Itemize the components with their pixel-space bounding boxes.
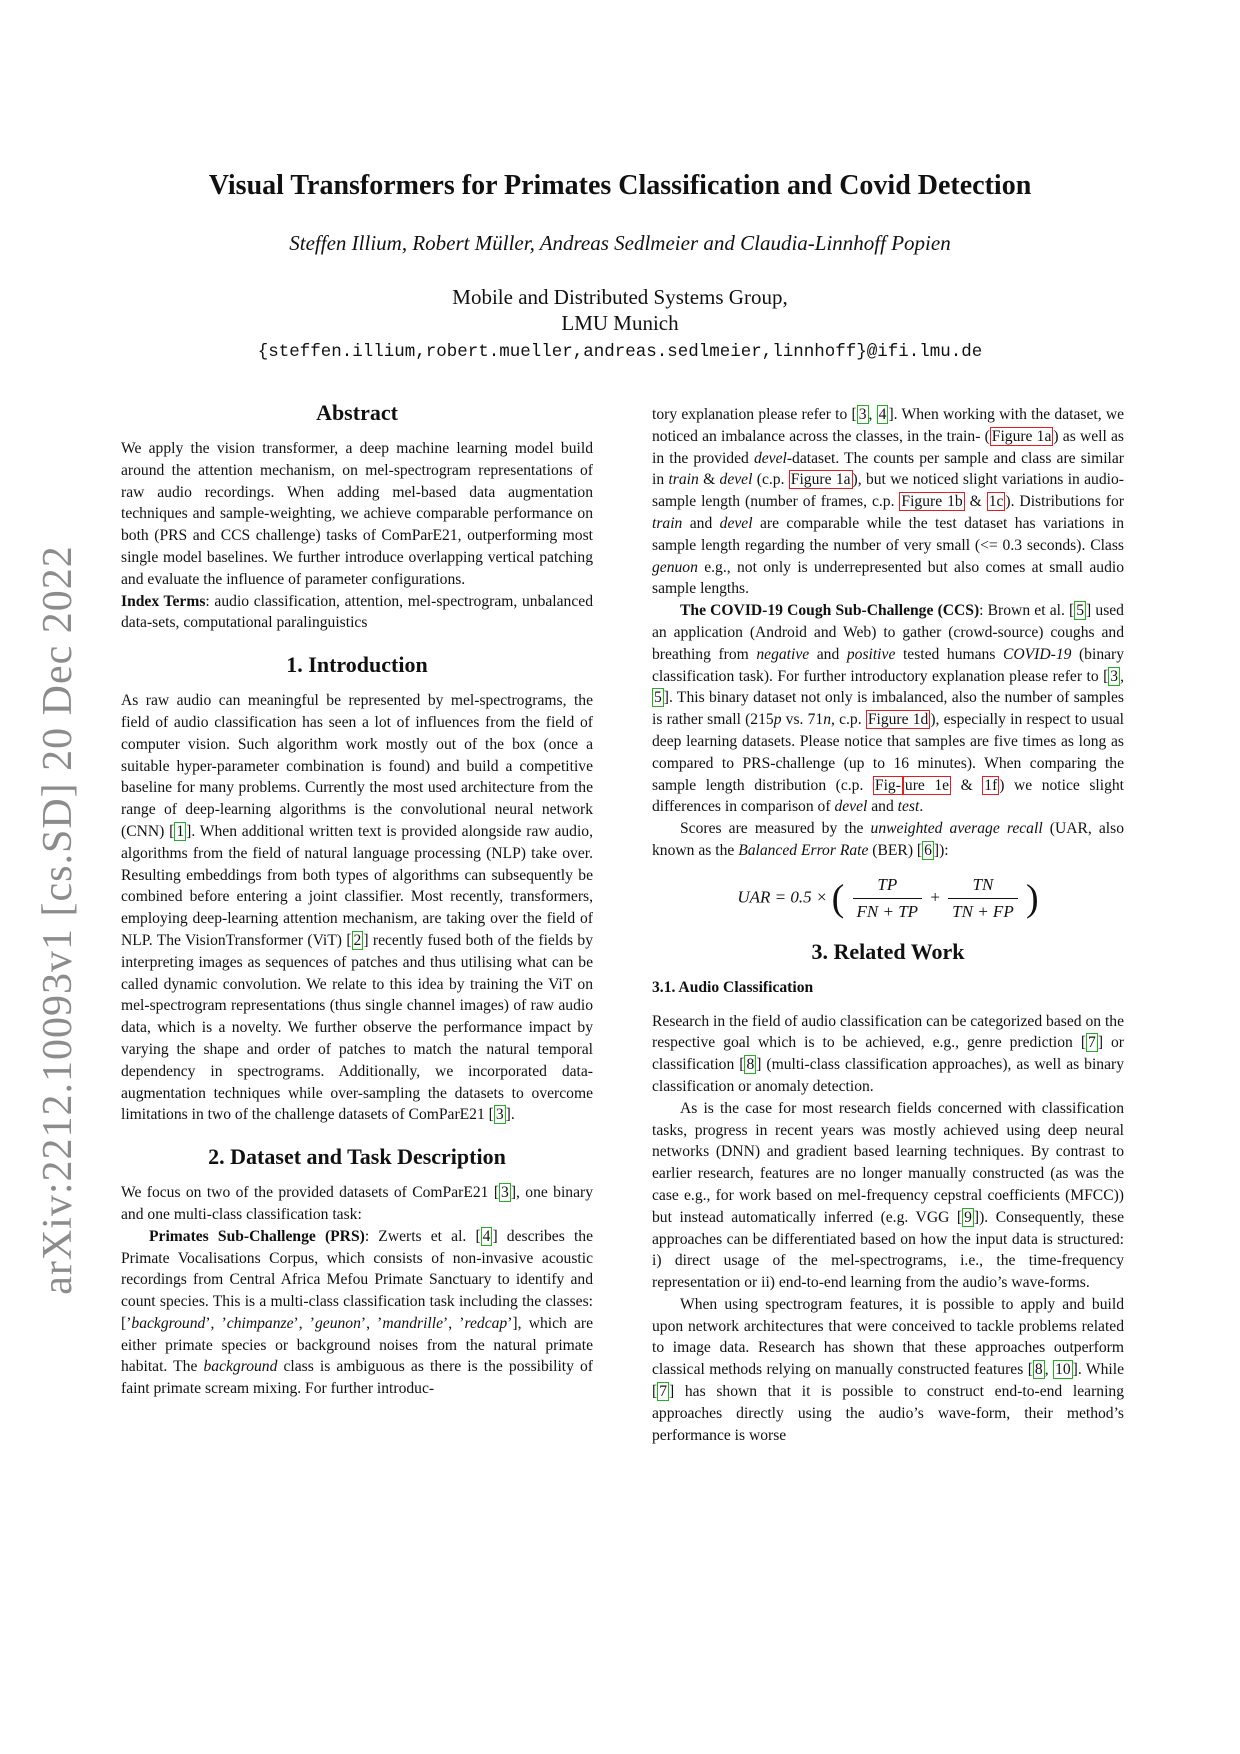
paper-title: Visual Transformers for Primates Classification and Covid Detection	[208, 170, 1032, 201]
arxiv-stamp	[35, 545, 81, 1295]
left-column	[121, 400, 593, 1400]
abstract-heading: Abstract	[316, 400, 398, 425]
prs-continued-paragraph: tory explanation please refer to [ 3 , 4 ]. When working with the dataset, we noticed an imbalance across the classes, in the train- ( Figure 1a ) as well as in the provided devel-dataset. The counts per sample and class are similar in train & devel (c.p. Figure 1a ), but we noticed slight variations in audio-sample length (number of frames, c.p. Figure 1b & 1c ). Distributions for train and devel are comparable while the test dataset has variations in sample length regarding the number of very small (<= 0.3 seconds). Class genuon e.g., not only is underrepresented but also comes at small audio sample lengths.	[652, 406, 1125, 598]
citation-link[interactable]: 8	[746, 1056, 755, 1074]
audio-classification-heading: 3.1. Audio Classification	[652, 978, 814, 996]
fraction-tn: $\frac{TN}{TN + FP}$	[948, 872, 1018, 925]
scores-paragraph: Scores are measured by the unweighted average recall (UAR, also known as the Balanced Error Rate (BER) [ 6 ]):	[652, 820, 1124, 859]
affiliation-line-1: Mobile and Distributed Systems Group,	[452, 285, 788, 309]
fraction-tp: $\frac{TP}{FN + TP}$	[853, 872, 923, 925]
related-work-heading: 3. Related Work	[811, 938, 965, 964]
related-paragraph-1: Research in the field of audio classification can be categorized based on the respective goal which is to be achieved, e.g., genre prediction [ 7 ] or classification [ 8 ] (multi-class classification approaches), as well as binary classification or anomaly detection.	[652, 1012, 1124, 1095]
ccs-label: The COVID-19 Cough Sub-Challenge (CCS)	[680, 602, 980, 620]
figure-link[interactable]: Figure 1a	[991, 427, 1052, 445]
citation-link[interactable]: 6	[924, 841, 932, 859]
prs-paragraph: Primates Sub-Challenge (PRS): Zwerts et al. [ 4 ] describes the Primate Vocalisations Corpus, which consists of non-invasive acoustic recordings from Central Africa Mefou Primate Sanctuary to identify and count species. This is a multi-class classification task including the classes: [’background’, ’chimpanze’, ’geunon’, ’mandrille’, ’redcap’], which are either primate species or background noises from the natural primate habitat. The background class is ambiguous as there is the possibility of faint primate scream mixing. For further introduc-	[121, 1227, 594, 1398]
author-emails: {steffen.illium,robert.mueller,andreas.sedlmeier,linnhoff}@ifi.lmu.de	[257, 342, 983, 362]
related-paragraph-2: As is the case for most research fields concerned with classification tasks, progress in recent years was mostly achieved using deep neural networks (DNN) and gradient based learning techniques. By contrast to earlier research, features are no longer manually constructed (as was the case e.g., for work based on mel-frequency cepstral coefficients (MFCC)) but instead automatically inferred (e.g. VGG [ 9 ]). Consequently, these approaches can be differentiated based on how the input data is structured: i) direct usage of the mel-spectrograms, i.e., the time-frequency representation or ii) end-to-end learning from the audio’s wave-forms.	[652, 1099, 1125, 1292]
citation-link[interactable]: 5	[1076, 602, 1085, 620]
uar-equation: UAR = 0.5 × ( $\frac{TP}{FN + TP}$ + $\frac{TN}{TN + FP}$ )	[652, 872, 1124, 925]
right-column	[652, 404, 1124, 1446]
citation-link[interactable]: 8	[1034, 1361, 1043, 1379]
citation-link[interactable]: 1	[176, 822, 185, 840]
figure-link[interactable]: 1f	[984, 776, 998, 794]
ccs-paragraph: The COVID-19 Cough Sub-Challenge (CCS): Brown et al. [ 5 ] used an application (Android and Web) to gather (crowd-source) coughs and breathing from negative and positive tested humans COVID-19 (binary classification task). For further introductory explanation please refer to [ 3 , 5 ]. This binary dataset not only is imbalanced, also the number of samples is rather small (215p vs. 71n, c.p. Figure 1d ), especially in respect to usual deep learning datasets. Please notice that samples are five times as long as compared to PRS-challenge (up to 16 minutes). When comparing the sample length distribution (c.p. Fig- ure 1e & 1f ) we notice slight differences in comparison of devel and test.	[652, 602, 1125, 816]
introduction-heading: 1. Introduction	[286, 652, 428, 678]
citation-link[interactable]: 2	[353, 931, 362, 949]
citation-link[interactable]: 9	[964, 1208, 972, 1226]
dataset-heading: 2. Dataset and Task Description	[208, 1144, 506, 1170]
affiliation	[120, 284, 1120, 336]
index-terms	[121, 591, 593, 635]
affiliation-line-2: LMU Munich	[561, 311, 679, 335]
figure-link[interactable]: Figure 1d	[867, 711, 929, 729]
related-paragraph-3: When using spectrogram features, it is possible to apply and build upon network architectures that were conceived to tackle problems related to image data. Research has shown that these approaches outperform classical methods relying on manually constructed features [ 8 , 10 ]. While [ 7 ] has shown that it is possible to construct end-to-end learning approaches directly using the audio’s wave-form, their method’s performance is worse	[652, 1295, 1125, 1444]
citation-link[interactable]: 7	[659, 1383, 667, 1401]
citation-link[interactable]: 3	[1110, 667, 1119, 685]
citation-link[interactable]: 3	[495, 1106, 504, 1124]
citation-link[interactable]: 7	[1088, 1034, 1096, 1052]
equation-lhs: UAR = 0.5 ×	[737, 887, 828, 907]
citation-link[interactable]: 4	[878, 406, 887, 423]
figure-link[interactable]: 1c	[988, 493, 1004, 511]
abstract-text: We apply the vision transformer, a deep machine learning model build around the attention mechanism, on mel-spectrogram representations of raw audio recordings. When adding mel-based data augmentation techniques and sample-weighting, we achieve comparable performance on both (PRS and CCS challenge) tasks of ComParE21, outperforming most single model baselines. We further introduce overlapping vertical patching and evaluate the influence of parameter configurations.	[121, 440, 593, 588]
figure-link[interactable]: Fig-	[874, 776, 901, 794]
prs-label: Primates Sub-Challenge (PRS)	[149, 1227, 365, 1245]
citation-link[interactable]: 10	[1055, 1361, 1071, 1379]
citation-link[interactable]: 3	[501, 1184, 509, 1202]
figure-link[interactable]: Figure 1a	[790, 471, 851, 489]
index-terms-text: : audio classification, attention, mel-spectrogram, unbalanced data-sets, computational paralinguistics	[121, 592, 593, 632]
arxiv-identifier[interactable]: arXiv:2212.10093v1 [cs.SD] 20 Dec 2022	[35, 545, 81, 1295]
citation-link[interactable]: 4	[482, 1227, 491, 1245]
dataset-intro-paragraph: We focus on two of the provided datasets of ComParE21 [ 3 ], one binary and one multi-class classification task:	[121, 1184, 593, 1223]
citation-link[interactable]: 3	[858, 406, 867, 423]
introduction-paragraph: As raw audio can meaningful be represented by mel-spectrograms, the field of audio classification has seen a lot of influences from the field of computer vision. Such algorithm work mostly out of the box (once a suitable hyper-parameter combination is found) and build a competitive baseline for many problems. Currently the most used architecture from the range of deep-learning algorithms is the convolutional neural network (CNN) [ 1 ]. When additional written text is provided alongside raw audio, algorithms from the field of natural language processing (NLP) take over. Resulting embeddings from both types of algorithms can subsequently be combined before entering a joint classifier. Most recently, transformers, employing deep-learning attention mechanism, are taking over the field of NLP. The VisionTransformer (ViT) [ 2 ] recently fused both of the fields by interpreting images as sequences of patches and thus utilising what can be called dynamic convolution. We relate to this idea by training the ViT on mel-spectrogram representations (thus single channel images) of raw audio data, which is a novelty. We further observe the performance impact by varying the shape and order of patches to match the natural temporal dependency in spectrograms. Additionally, we incorporated data-augmentation techniques while over-sampling the datasets to overcome limitations in two of the challenge datasets of ComParE21 [ 3 ].	[121, 692, 593, 1124]
citation-link[interactable]: 5	[654, 689, 662, 707]
index-terms-label: Index Terms	[121, 592, 206, 610]
figure-link[interactable]: Figure 1b	[901, 493, 963, 511]
author-list: Steffen Illium, Robert Müller, Andreas Sedlmeier and Claudia-Linnhoff Popien	[289, 231, 951, 255]
figure-link[interactable]: ure 1e	[904, 776, 950, 794]
